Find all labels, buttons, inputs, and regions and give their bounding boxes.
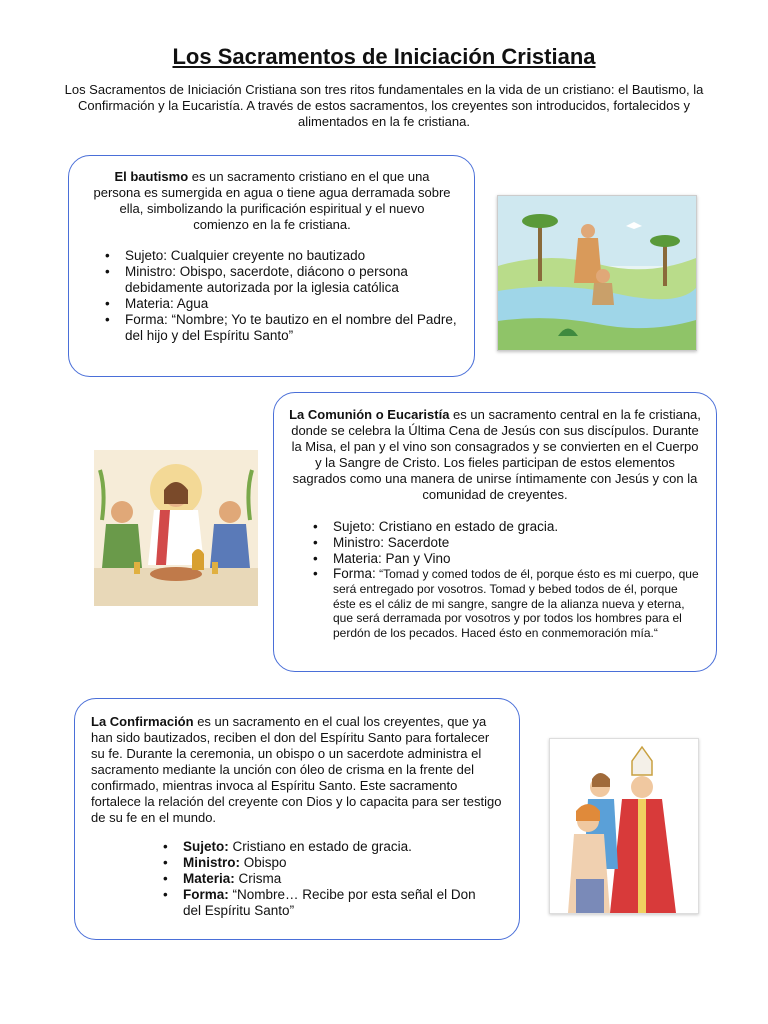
- eucaristia-name: La Comunión o Eucaristía: [289, 407, 450, 422]
- eucaristia-list: [307, 519, 699, 641]
- bautismo-list: [99, 248, 459, 344]
- list-item: • Forma: “Nombre; Yo te bautizo en el nombre del Padre, del hijo y del Espíritu Santo”: [99, 312, 459, 344]
- forma-label: Forma:: [333, 566, 376, 581]
- list-item: [157, 871, 497, 887]
- list-item: [157, 839, 497, 855]
- confirmacion-name: La Confirmación: [91, 714, 194, 729]
- item-text: Obispo: [240, 855, 287, 870]
- bautismo-description: [91, 169, 453, 233]
- item-label: Forma:: [183, 887, 229, 902]
- item-label: Sujeto:: [183, 839, 229, 854]
- list-item: • Materia: Agua: [99, 296, 459, 312]
- eucaristia-description: [287, 407, 703, 503]
- confirmation-illustration: [549, 738, 699, 914]
- page-title: Los Sacramentos de Iniciación Cristiana: [172, 44, 596, 69]
- item-label: Materia:: [183, 871, 235, 886]
- eucaristia-desc-text: es un sacramento central en la fe cristiana, donde se celebra la Última Cena de Jesús con sus discípulos. Durante la Misa, el pan y el vino son consagrados y se convierten en el Cuerpo y la Sangre de Cristo. Los fieles participan de estos elementos sagrados como una manera de unirse íntimamente con Jesús y con la comunidad de creyentes.: [291, 407, 701, 502]
- forma-text: “Tomad y comed todos de él, porque ésto es mi cuerpo, que será entregado por vosotros. Tomad y bebed todos de él, porque éste es el cáliz de mi sangre, sangre de la alianza nueva y eterna, que será derramada por vosotros y por todos los hombres para el perdón de los pecados. Haced ésto en conmemoración mía.“: [333, 567, 699, 641]
- list-item: [157, 855, 497, 871]
- confirmacion-box: [74, 698, 520, 940]
- list-item: • Ministro: Obispo, sacerdote, diácono o persona debidamente autorizada por la iglesia católica: [99, 264, 459, 296]
- list-item: [307, 567, 699, 641]
- confirmacion-list: [157, 839, 497, 919]
- list-item: • Sujeto: Cristiano en estado de gracia.: [307, 519, 699, 535]
- list-item: • Sujeto: Cualquier creyente no bautizado: [99, 248, 459, 264]
- bautismo-name: El bautismo: [114, 169, 189, 184]
- item-text: “Nombre… Recibe por esta señal el Don del Espíritu Santo”: [183, 887, 476, 918]
- last-supper-illustration: [94, 450, 258, 606]
- confirmacion-desc-text: es un sacramento en el cual los creyentes, que ya han sido bautizados, reciben el don del Espíritu Santo para fortalecer su fe. Durante la ceremonia, un obispo o un sacerdote administra el sacramento mediante la unción con óleo de crisma en la frente del confirmado, mientras invoca al Espíritu Santo. Este sacramento fortalece la relación del creyente con Dios y lo capacita para ser testigo de su fe en el mundo.: [91, 714, 502, 825]
- confirmacion-description: [91, 714, 503, 826]
- item-text: Cristiano en estado de gracia.: [228, 839, 412, 854]
- list-item: • Ministro: Sacerdote: [307, 535, 699, 551]
- list-item: [157, 887, 497, 919]
- bautismo-box: [68, 155, 475, 377]
- intro-paragraph: Los Sacramentos de Iniciación Cristiana son tres ritos fundamentales en la vida de un cristiano: el Bautismo, la Confirmación y la Eucaristía. A través de estos sacramentos, los creyentes son introducidos, fortalecidos y alimentados en la fe cristiana.: [64, 82, 704, 129]
- list-item: • Materia: Pan y Vino: [307, 551, 699, 567]
- item-text: Crisma: [234, 871, 282, 886]
- baptism-illustration: [497, 195, 697, 351]
- item-label: Ministro:: [183, 855, 240, 870]
- bautismo-desc-text: es un sacramento cristiano en el que una persona es sumergida en agua o tiene agua derramada sobre ella, simbolizando la purificación espiritual y el nuevo comienzo en la fe cristiana.: [93, 169, 451, 232]
- eucaristia-box: [273, 392, 717, 672]
